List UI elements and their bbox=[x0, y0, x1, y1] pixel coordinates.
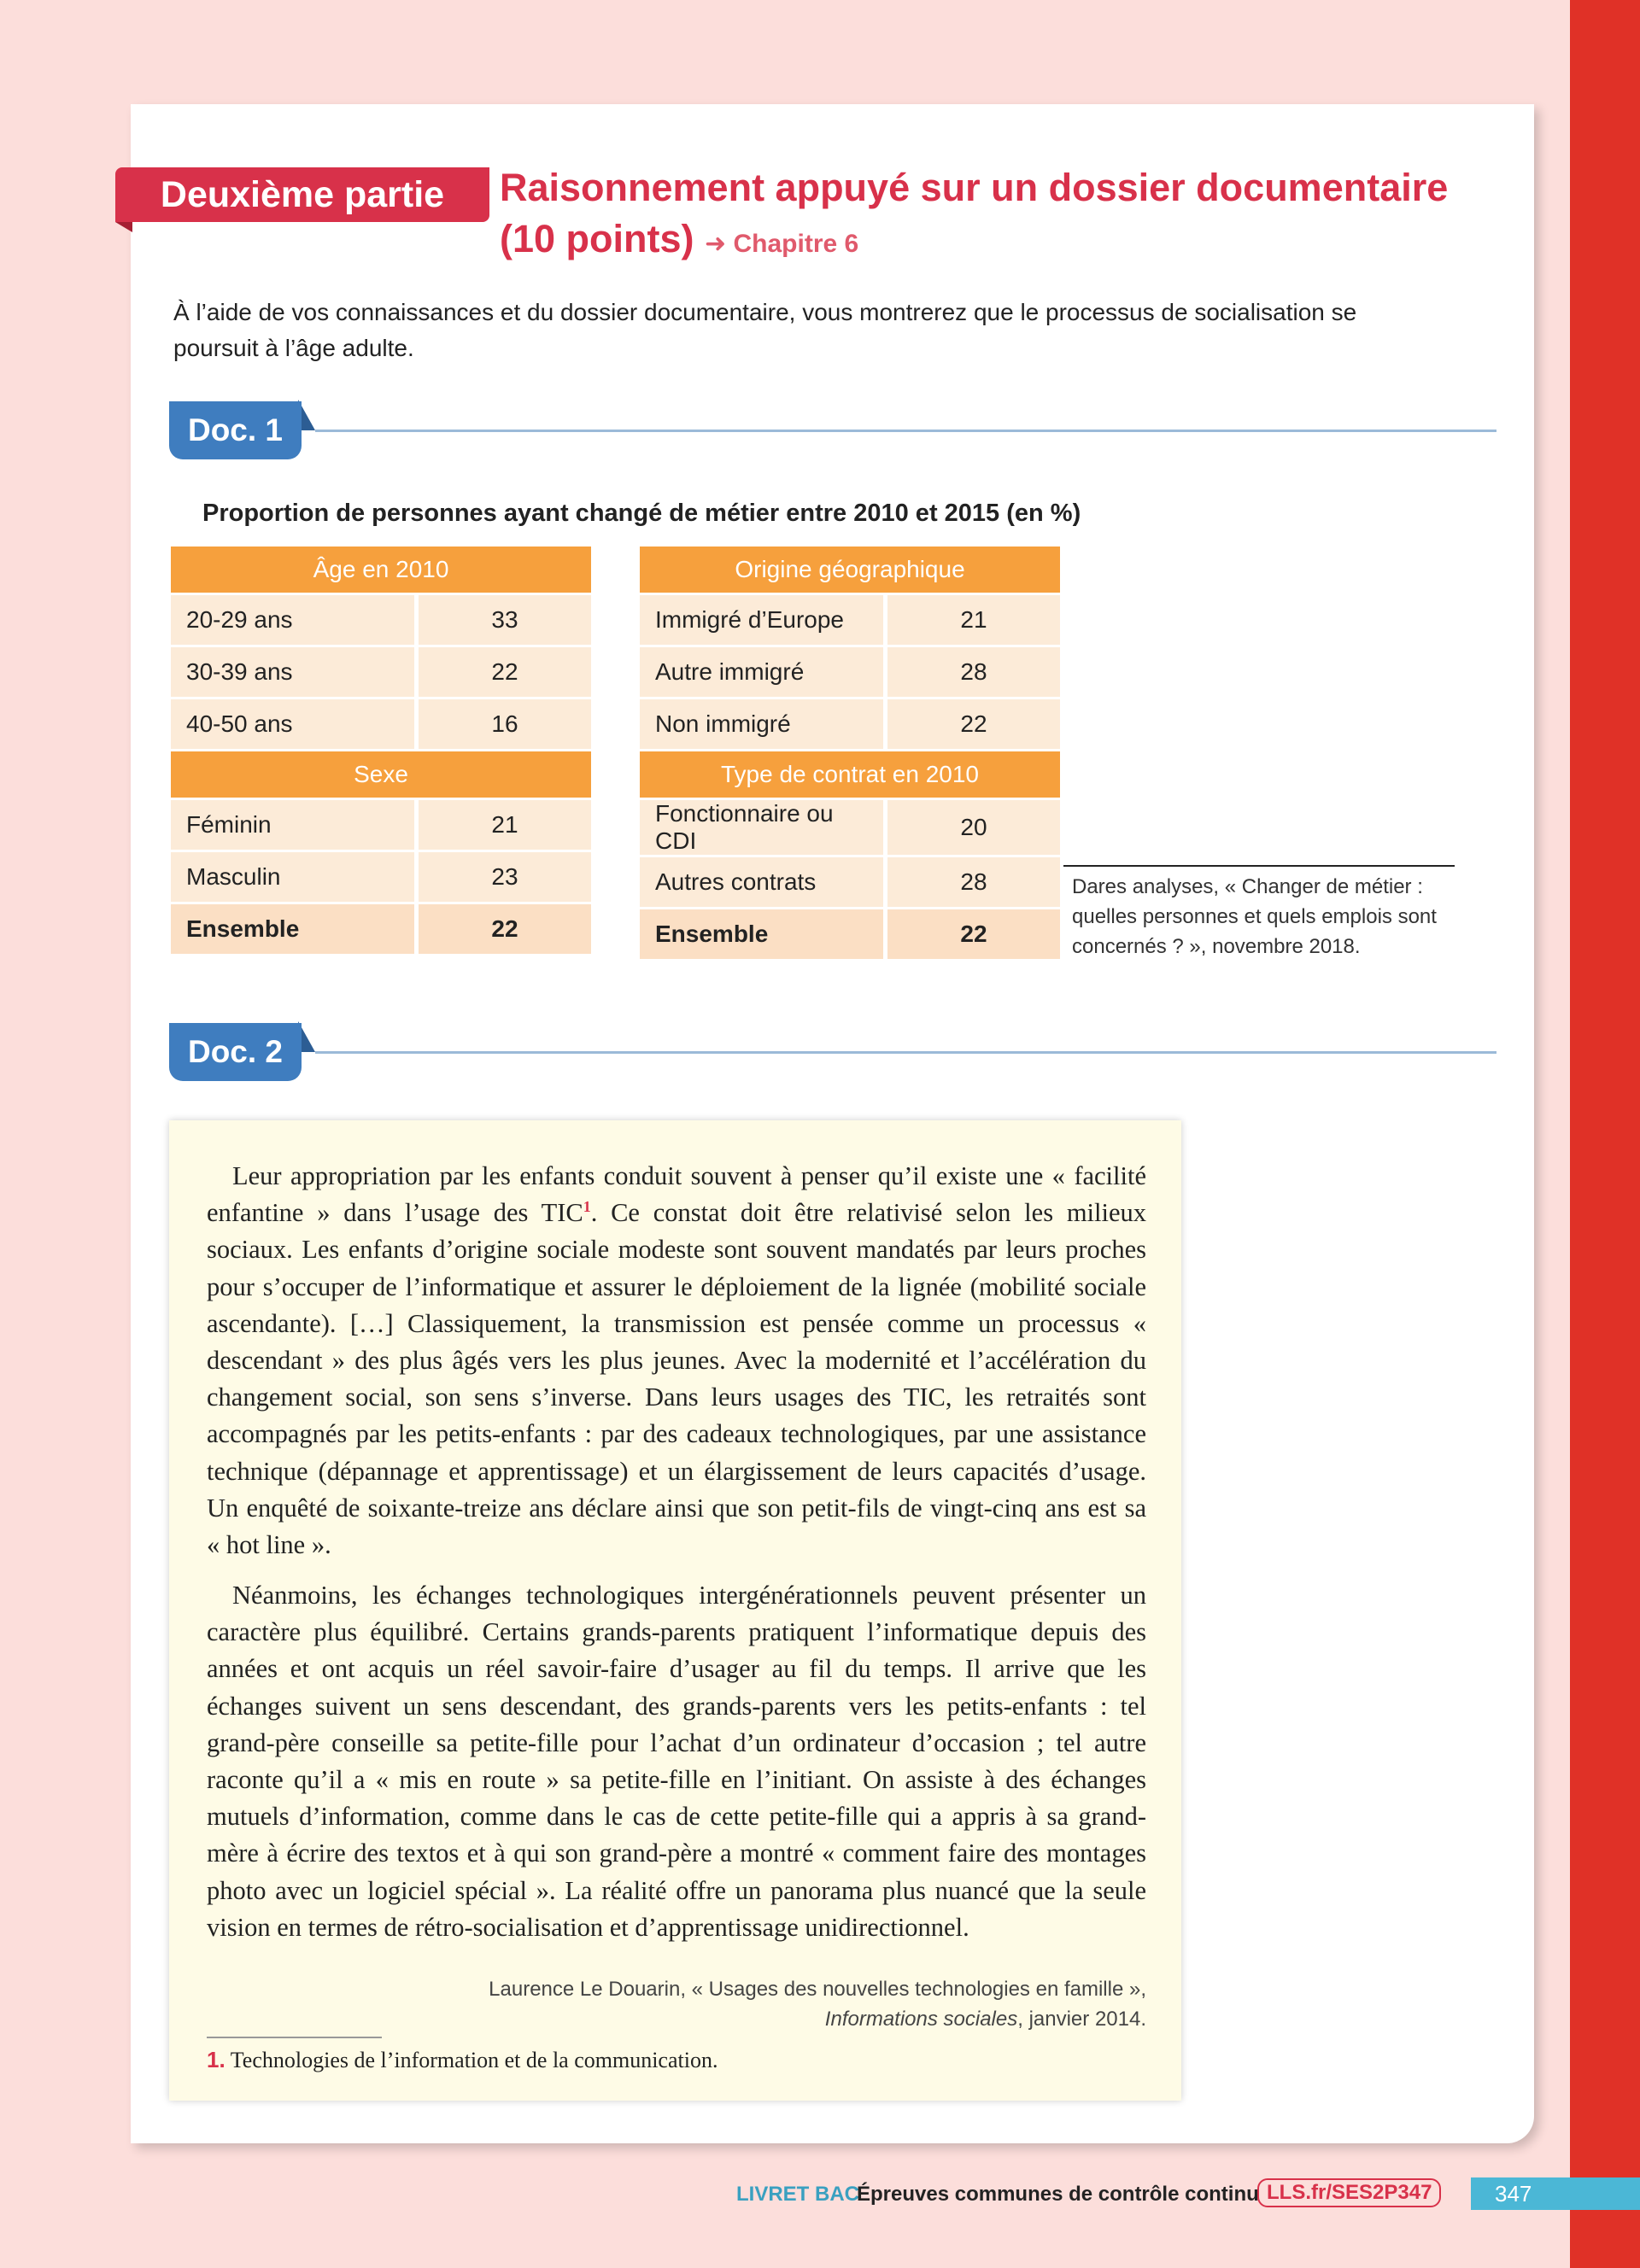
doc2-text-box bbox=[169, 1120, 1181, 2101]
row-label: 40-50 ans bbox=[171, 699, 419, 751]
row-label: Autre immigré bbox=[640, 647, 887, 699]
row-label: Immigré d’Europe bbox=[640, 595, 887, 647]
row-value: 16 bbox=[419, 699, 591, 751]
table-caption: Proportion de personnes ayant changé de métier entre 2010 et 2015 (en %) bbox=[202, 500, 1081, 527]
row-value: 22 bbox=[887, 699, 1060, 751]
doc2-paragraph-1 bbox=[207, 1158, 1146, 1564]
row-value: 28 bbox=[887, 647, 1060, 699]
table-row bbox=[640, 857, 1060, 909]
row-label: Fonctionnaire ou CDI bbox=[640, 800, 887, 857]
doc1-badge: Doc. 1 bbox=[169, 401, 302, 459]
section-title bbox=[500, 162, 1525, 270]
row-label: 30-39 ans bbox=[171, 647, 419, 699]
doc1-rule bbox=[315, 430, 1496, 432]
table-age-sexe bbox=[171, 547, 591, 956]
footnote-number: 1. bbox=[207, 2047, 226, 2072]
para1-text-end: . Ce constat doit être relativisé selon les milieux sociaux. Les enfants d’origine sociale modeste sont souvent mandatés par leurs proches pour s’occuper de l’informatique et assurer le déploiement de la lignée (mobilité sociale ascendante). […] Classiquement, la transmission est pensée comme un processus « descendant » des plus âgés vers les plus jeunes. Avec la modernité et l’accélération du changement social, son sens s’inverse. Dans leurs usages des TIC, les retraités sont accompagnés par les petits-enfants : par des cadeaux technologiques, par une assistance technique (dépannage et apprentissage) et un élargissement de leurs capacités d’usage. Un enquêté de soixante-treize ans déclare ainsi que son petit-fils de vingt-cinq ans est sa « hot line ». bbox=[207, 1198, 1147, 1560]
part-badge: Deuxième partie bbox=[115, 167, 489, 222]
row-label: Non immigré bbox=[640, 699, 887, 751]
table-header-contrat: Type de contrat en 2010 bbox=[640, 751, 1060, 800]
footnote bbox=[207, 2047, 718, 2073]
row-label: Féminin bbox=[171, 800, 419, 852]
footer-epreuves-label: Épreuves communes de contrôle continu bbox=[857, 2183, 1259, 2206]
doc2-source bbox=[207, 1974, 1146, 2034]
row-value: 21 bbox=[887, 595, 1060, 647]
table-row bbox=[640, 699, 1060, 751]
para1-text-start: Leur appropriation par les enfants conduit souvent à penser qu’il existe une « facilité enfantine » dans l’usage des TIC bbox=[207, 1161, 1146, 1228]
doc2-rule bbox=[315, 1051, 1496, 1054]
page-edge-strip bbox=[1570, 0, 1640, 2268]
footer-livret-label: LIVRET BAC bbox=[736, 2183, 859, 2206]
title-line-2 bbox=[500, 213, 1525, 270]
intro-instructions: À l’aide de vos connaissances et du dossier documentaire, vous montrerez que le processus de socialisation se poursuit à l’âge adulte. bbox=[173, 299, 1357, 361]
table-row-total bbox=[640, 909, 1060, 962]
source-journal: Informations sociales bbox=[824, 2008, 1018, 2031]
row-value: 22 bbox=[419, 904, 591, 956]
table-header-origine: Origine géographique bbox=[640, 547, 1060, 595]
table-origine-contrat bbox=[640, 547, 1060, 962]
source-author-title: Laurence Le Douarin, « Usages des nouvelles technologies en famille », bbox=[489, 1978, 1146, 2001]
table-row bbox=[640, 595, 1060, 647]
table-row bbox=[171, 647, 591, 699]
doc2-badge: Doc. 2 bbox=[169, 1023, 302, 1081]
chapter-link[interactable]: ➜ Chapitre 6 bbox=[705, 230, 859, 258]
row-label: Autres contrats bbox=[640, 857, 887, 909]
table-row-total bbox=[171, 904, 591, 956]
source-date: , janvier 2014. bbox=[1017, 2008, 1146, 2031]
table-row bbox=[171, 800, 591, 852]
row-label: Masculin bbox=[171, 852, 419, 904]
footer-url-link[interactable]: LLS.fr/SES2P347 bbox=[1257, 2178, 1441, 2207]
source-publication bbox=[207, 2004, 1146, 2034]
table-row bbox=[171, 852, 591, 904]
table-row bbox=[171, 699, 591, 751]
doc1-source: Dares analyses, « Changer de métier : quelles personnes et quels emplois sont concernés ? », novembre 2018. bbox=[1063, 865, 1455, 962]
footnote-rule bbox=[207, 2037, 382, 2038]
doc2-paragraph-2: Néanmoins, les échanges technologiques intergénérationnels peuvent présenter un caractère plus équilibré. Certains grands-parents pratiquent l’informatique depuis des années et ont acquis un réel savoir-faire d’usager au fil du temps. Il arrive que les échanges suivent un sens descendant, des grands-parents vers les petits-enfants : tel grand-père conseille sa petite-fille pour l’achat d’un ordinateur d’occasion ; tel autre raconte qu’il a « mis en route » sa petite-fille en l’initiant. On assiste à des échanges mutuels d’information, comme dans le cas de cette petite-fille qui a appris à sa grand-mère à écrire des textos et à qui son grand-père a montré « comment faire des montages photo avec un logiciel spécial ». La réalité offre un panorama plus nuancé que la seule vision en termes de rétro-socialisation et d’apprentissage unidirectionnel. bbox=[207, 1581, 1146, 1942]
row-value: 33 bbox=[419, 595, 591, 647]
row-value: 21 bbox=[419, 800, 591, 852]
points-label: (10 points) bbox=[500, 217, 694, 260]
footnote-ref[interactable]: 1 bbox=[583, 1198, 591, 1216]
table-row bbox=[171, 595, 591, 647]
row-label: Ensemble bbox=[171, 904, 419, 956]
title-line-1: Raisonnement appuyé sur un dossier documentaire bbox=[500, 166, 1449, 209]
page-number: 347 bbox=[1471, 2177, 1640, 2210]
row-value: 22 bbox=[419, 647, 591, 699]
row-label: Ensemble bbox=[640, 909, 887, 962]
table-header-age: Âge en 2010 bbox=[171, 547, 591, 595]
row-label: 20-29 ans bbox=[171, 595, 419, 647]
table-row bbox=[640, 800, 1060, 857]
table-row bbox=[640, 647, 1060, 699]
row-value: 20 bbox=[887, 800, 1060, 857]
row-value: 28 bbox=[887, 857, 1060, 909]
footnote-text: Technologies de l’information et de la communication. bbox=[230, 2048, 718, 2072]
row-value: 22 bbox=[887, 909, 1060, 962]
table-header-sexe: Sexe bbox=[171, 751, 591, 800]
row-value: 23 bbox=[419, 852, 591, 904]
